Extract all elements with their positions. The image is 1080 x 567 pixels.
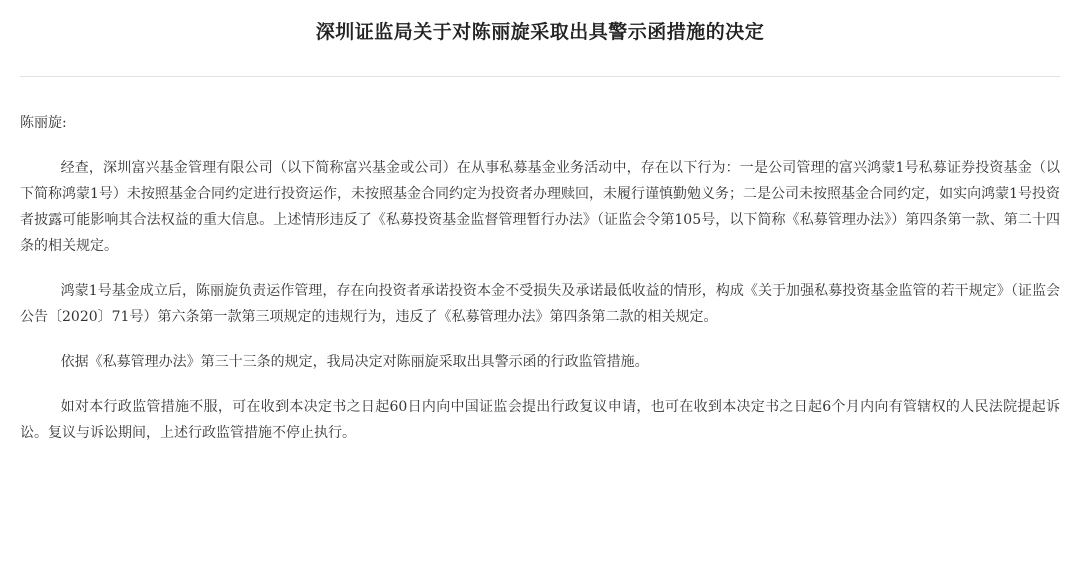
paragraph-appeal-rights: 如对本行政监管措施不服，可在收到本决定书之日起60日内向中国证监会提出行政复议申请，也可在收到本决定书之日起6个月内向有管辖权的人民法院提起诉讼。复议与诉讼期间，上述行政监管措施不停止执行。 [20, 399, 1060, 441]
paragraph-violation: 鸿蒙1号基金成立后，陈丽旋负责运作管理，存在向投资者承诺投资本金不受损失及承诺最低收益的情形，构成《关于加强私募投资基金监管的若干规定》（证监会公告〔2020〕71号）第六条第一款第三项规定的违规行为，违反了《私募管理办法》第四条第二款的相关规定。 [20, 283, 1060, 325]
document-title: 深圳证监局关于对陈丽旋采取出具警示函措施的决定 [315, 21, 765, 43]
paragraph-findings: 经查，深圳富兴基金管理有限公司（以下简称富兴基金或公司）在从事私募基金业务活动中，存在以下行为：一是公司管理的富兴鸿蒙1号私募证券投资基金（以下简称鸿蒙1号）未按照基金合同约定进行投资运作，未按照基金合同约定为投资者办理赎回，未履行谨慎勤勉义务；二是公司未按照基金合同约定，如实向鸿蒙1号投资者披露可能影响其合法权益的重大信息。上述情形违反了《私募投资基金监督管理暂行办法》（证监会令第105号，以下简称《私募管理办法》）第四条第一款、第二十四条的相关规定。 [20, 160, 1060, 254]
document-body [20, 110, 1060, 465]
title-divider [20, 76, 1060, 77]
salutation: 陈丽旋: [20, 115, 67, 131]
paragraph-decision: 依据《私募管理办法》第三十三条的规定，我局决定对陈丽旋采取出具警示函的行政监管措施。 [60, 354, 649, 370]
